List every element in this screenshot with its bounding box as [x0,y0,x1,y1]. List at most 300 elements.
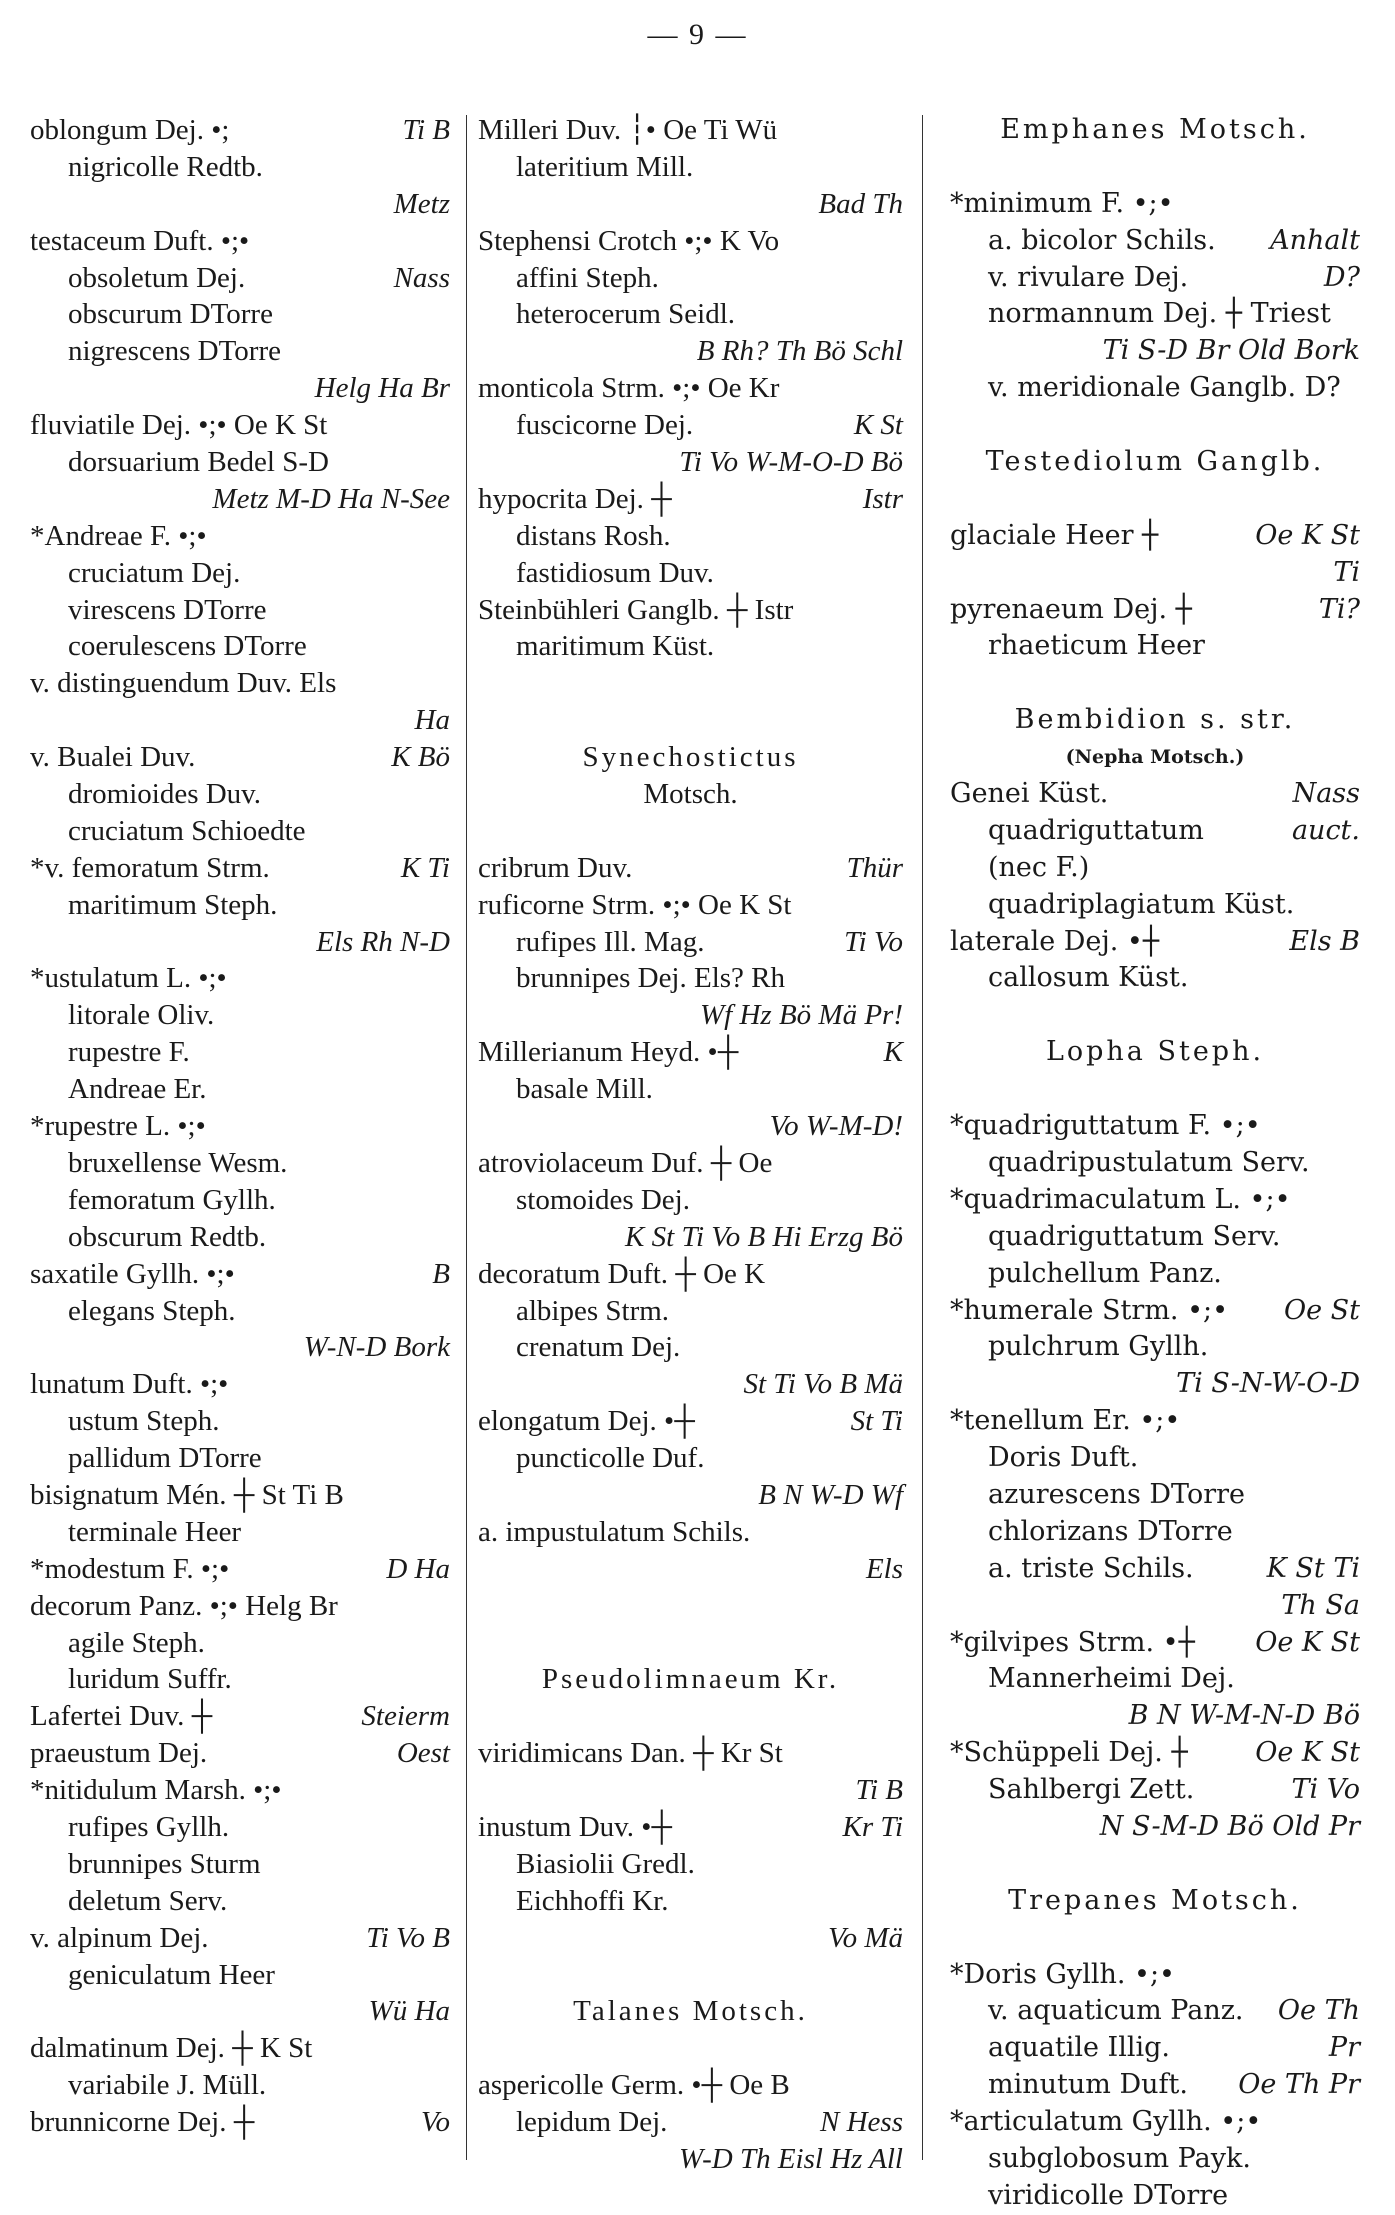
taxon-name: basale Mill. [516,1073,653,1106]
taxon-name: decoratum Duft. ┼ Oe K [478,1257,766,1290]
taxon-name: v. meridionale Ganglb. D? [988,372,1341,404]
genus-heading: Lopha Steph. [1045,1036,1265,1068]
synonym-entry [30,1071,450,1108]
taxon-name: (nec F.) [988,851,1090,883]
taxon-name: laterale Dej. •┼ [950,925,1160,957]
synonym-entry [478,1071,903,1108]
locality: Ti B [402,114,450,146]
locality: Thür [846,851,903,884]
synonym-entry [478,1182,903,1219]
taxon-name: brunnicorne Dej. ┼ [30,2106,255,2139]
synonym-entry [478,2104,903,2141]
species-entry [478,370,903,407]
synonym-entry [30,592,450,629]
taxon-name: monticola Strm. •;• Oe Kr [478,372,780,405]
synonym-entry [30,2067,450,2104]
species-entry [478,1145,903,1182]
synonym-entry [478,260,903,297]
taxon-name: subglobosum Payk. [988,2142,1251,2174]
taxon-name: inustum Duv. •┼ [478,1810,672,1843]
species-entry [478,1735,903,1772]
locality-line: Ti B [855,1774,903,1807]
locality: K St Ti [1266,1552,1360,1584]
synonym-entry [30,260,450,297]
taxon-name: brunnipes Sturm [68,1847,261,1880]
locality: Oe K St [1255,1737,1360,1769]
species-entry [950,1182,1360,1219]
taxon-name: v. aquaticum Panz. [988,1995,1244,2027]
species-entry [950,2104,1360,2141]
species-entry [478,1403,903,1440]
species-entry [478,1034,903,1071]
synonym-entry [950,223,1360,260]
taxon-name: Milleri Duv. ┆• Oe Ti Wü [478,114,778,146]
species-column-2 [478,112,903,2178]
taxon-name: nigricolle Redtb. [68,150,263,183]
taxon-name: lateritium Mill. [516,150,694,183]
synonym-entry [30,149,450,186]
taxon-name: aquatile Illig. [988,2032,1170,2064]
synonym-entry [950,850,1360,887]
species-entry [950,1403,1360,1440]
synonym-entry [30,1514,450,1551]
locality: D Ha [386,1552,450,1585]
synonym-entry [950,1477,1360,1514]
taxon-name: Andreae Er. [68,1073,207,1106]
taxon-name: *quadriguttatum F. •;• [950,1110,1261,1142]
taxon-name: rupestre F. [68,1036,190,1069]
taxon-name: stomoides Dej. [516,1183,690,1216]
taxon-name: azurescens DTorre [988,1478,1245,1510]
taxon-name: glaciale Heer ┼ [950,519,1159,551]
spacer [478,702,903,739]
locality-line: B N W-M-N-D Bö [1128,1700,1360,1732]
taxon-name: terminale Heer [68,1515,242,1548]
synonym-entry [30,1625,450,1662]
taxon-name: obscurum Redtb. [68,1220,267,1253]
synonym-entry [950,1551,1360,1588]
spacer [950,1071,1360,1108]
taxon-name: maritimum Küst. [516,630,715,663]
taxon-name: Steinbühleri Ganglb. ┼ Istr [478,593,794,626]
taxon-name: chlorizans DTorre [988,1515,1233,1547]
locality-line: Metz [393,187,450,220]
taxon-name: *rupestre L. •;• [30,1110,206,1143]
species-entry [478,850,903,887]
synonym-entry [478,1846,903,1883]
taxon-name: viridimicans Dan. ┼ Kr St [478,1737,783,1770]
locality: Kr Ti [842,1810,903,1843]
taxon-name: Lafertei Duv. ┼ [30,1700,213,1733]
synonym-entry [950,813,1360,850]
species-entry [30,1920,450,1957]
taxon-name: testaceum Duft. •;• [30,224,250,257]
synonym-entry [30,1403,450,1440]
synonym-entry [950,960,1360,997]
species-column-3 [950,112,1360,2215]
synonym-entry [950,260,1360,297]
synonym-entry [950,370,1360,407]
synonym-entry [478,407,903,444]
locality-line: Els [865,1552,903,1585]
locality-line: K St Ti Vo B Hi Erzg Bö [625,1220,903,1253]
locality-line: Bad Th [818,187,903,220]
synonym-entry [30,1145,450,1182]
locality: N Hess [820,2106,903,2139]
taxon-name: variabile J. Müll. [68,2069,267,2102]
species-entry [30,1256,450,1293]
synonym-entry [950,2030,1360,2067]
taxon-name: v. Bualei Duv. [30,741,196,774]
taxon-name: crenatum Dej. [516,1331,681,1364]
synonym-entry [30,887,450,924]
synonym-entry [30,776,450,813]
spacer [478,1588,903,1625]
taxon-name: praeustum Dej. [30,1737,208,1770]
taxon-name: fuscicorne Dej. [516,409,694,442]
species-entry [950,186,1360,223]
taxon-name: Doris Duft. [988,1442,1139,1474]
taxon-name: Millerianum Heyd. •┼ [478,1036,739,1069]
taxon-name: *quadrimaculatum L. •;• [950,1183,1291,1215]
locality-line: Vo Mä [828,1921,903,1954]
column-divider [466,115,467,2160]
taxon-name: puncticolle Duf. [516,1442,705,1475]
locality-line: W-D Th Eisl Hz All [679,2142,903,2175]
synonym-entry [478,149,903,186]
taxon-name: decorum Panz. •;• Helg Br [30,1589,338,1622]
taxon-name: oblongum Dej. •; [30,114,230,146]
taxon-name: femoratum Gyllh. [68,1183,276,1216]
locality-line: Th Sa [1281,1589,1360,1621]
taxon-name: *minimum F. •;• [950,187,1174,219]
locality: Ti Vo B [366,1921,450,1954]
locality-line: Ti Vo W-M-O-D Bö [679,446,903,479]
locality-line: Els Rh N-D [316,925,450,958]
taxon-name: atroviolaceum Duf. ┼ Oe [478,1146,773,1179]
taxon-name: coerulescens DTorre [68,630,307,663]
column-divider [922,115,923,2160]
taxon-name: dalmatinum Dej. ┼ K St [30,2032,313,2065]
taxon-name: *articulatum Gyllh. •;• [950,2106,1262,2138]
species-entry [950,592,1360,629]
taxon-name: Genei Küst. [950,778,1109,810]
locality: K St [853,409,903,442]
locality: K Ti [400,851,450,884]
taxon-name: luridum Suffr. [68,1663,232,1696]
species-entry [30,223,450,260]
taxon-name: dromioides Duv. [68,778,262,811]
locality: St Ti [850,1405,903,1438]
synonym-entry [950,2141,1360,2178]
genus-heading: Talanes Motsch. [573,1995,808,2028]
genus-heading: Emphanes Motsch. [1000,114,1310,145]
locality: Steierm [361,1700,450,1733]
locality-line: Ti S-N-W-O-D [1176,1368,1360,1400]
species-entry [478,112,903,149]
species-entry [30,1108,450,1145]
species-entry [950,1735,1360,1772]
locality-line: B N W-D Wf [758,1478,903,1511]
locality-line: Helg Ha Br [314,372,450,405]
taxon-name: brunnipes Dej. Els? Rh [516,962,786,995]
taxon-name: elegans Steph. [68,1294,236,1327]
taxon-name: v. alpinum Dej. [30,1921,209,1954]
taxon-name: quadripustulatum Serv. [988,1146,1310,1178]
locality: Oest [396,1737,450,1770]
taxon-name: pulchrum Gyllh. [988,1331,1209,1363]
locality-line: B Rh? Th Bö Schl [696,335,903,368]
species-entry [478,887,903,924]
taxon-name: maritimum Steph. [68,888,278,921]
taxon-name: *gilvipes Strm. •┼ [950,1626,1195,1658]
species-entry [30,1698,450,1735]
taxon-name: fastidiosum Duv. [516,556,714,589]
spacer [950,149,1360,186]
synonym-entry [478,924,903,961]
locality: Ti Vo [844,925,903,958]
species-entry [950,1108,1360,1145]
taxon-name: litorale Oliv. [68,999,215,1032]
taxon-name: bruxellense Wesm. [68,1146,288,1179]
taxon-name: quadriplagiatum Küst. [988,888,1295,920]
spacer [478,2030,903,2067]
taxon-name: saxatile Gyllh. •;• [30,1257,235,1290]
synonym-entry [30,444,450,481]
species-column-1 [30,112,450,2141]
taxon-name: cribrum Duv. [478,851,633,884]
spacer [950,1846,1360,1883]
taxon-name: rufipes Ill. Mag. [516,925,705,958]
locality: D? [1323,261,1360,293]
locality: Oe St [1283,1294,1360,1326]
taxon-name: a. triste Schils. [988,1552,1194,1584]
locality: Oe K St [1255,1626,1360,1658]
locality-line: Ha [414,704,450,737]
spacer [478,665,903,702]
synonym-entry [950,1993,1360,2030]
synonym-entry [478,628,903,665]
taxon-name: callosum Küst. [988,962,1189,994]
spacer [950,407,1360,444]
synonym-entry [30,1034,450,1071]
synonym-entry [30,1440,450,1477]
species-entry [30,665,450,702]
synonym-entry [950,1440,1360,1477]
species-entry [478,1809,903,1846]
genus-heading: Trepanes Motsch. [1008,1884,1302,1916]
taxon-name: *ustulatum L. •;• [30,962,227,995]
taxon-name: a. impustulatum Schils. [478,1515,751,1548]
spacer [950,665,1360,702]
taxon-name: obscurum DTorre [68,298,273,331]
synonym-entry [30,1661,450,1698]
locality: Oe K St [1255,519,1360,551]
taxon-name: *nitidulum Marsh. •;• [30,1774,282,1807]
species-entry [30,407,450,444]
taxon-name: cruciatum Schioedte [68,814,306,847]
locality: Nass [1292,778,1360,810]
spacer [478,1698,903,1735]
genus-author: Motsch. [643,778,738,811]
species-entry [478,2067,903,2104]
species-entry [30,112,450,149]
taxon-name: *v. femoratum Strm. [30,851,270,884]
taxon-name: *tenellum Er. •;• [950,1405,1181,1437]
synonym-entry [950,1219,1360,1256]
taxon-name: viridicolle DTorre [988,2179,1229,2211]
taxon-name: aspericolle Germ. •┼ Oe B [478,2069,790,2102]
locality-line: Ti [1333,556,1360,588]
locality: Els B [1289,925,1360,957]
species-entry [30,518,450,555]
taxon-name: fluviatile Dej. •;• Oe K St [30,409,328,442]
species-entry [30,1366,450,1403]
synonym-entry [950,1772,1360,1809]
locality: Oe Th Pr [1238,2069,1360,2101]
synonym-entry [30,555,450,592]
species-entry [30,850,450,887]
locality: Ti? [1318,593,1360,625]
species-entry [950,1293,1360,1330]
taxon-name: normannum Dej. ┼ Triest [988,298,1331,330]
taxon-name: v. rivulare Dej. [988,261,1189,293]
taxon-name: *Andreae F. •;• [30,519,207,552]
synonym-entry [478,555,903,592]
synonym-entry [478,960,903,997]
locality: Istr [862,482,903,515]
species-entry [950,776,1360,813]
spacer [950,1920,1360,1957]
synonym-entry [478,1883,903,1920]
synonym-entry [950,1256,1360,1293]
species-entry [30,1588,450,1625]
genus-heading: Testediolum Ganglb. [985,446,1325,478]
taxon-name: dorsuarium Bedel S-D [68,446,329,479]
taxon-name: pyrenaeum Dej. ┼ [950,593,1192,625]
taxon-name: cruciatum Dej. [68,556,241,589]
locality: Anhalt [1270,224,1360,256]
taxon-name: virescens DTorre [68,593,267,626]
genus-heading: Bembidion s. str. [1014,704,1296,736]
locality: K [883,1036,903,1069]
taxon-name: Biasiolii Gredl. [516,1847,695,1880]
locality: Oe Th [1277,1995,1360,2027]
locality: Nass [393,261,450,294]
taxon-name: rufipes Gyllh. [68,1810,230,1843]
taxon-name: *Schüppeli Dej. ┼ [950,1737,1188,1769]
synonym-entry [950,2067,1360,2104]
spacer [950,481,1360,518]
taxon-name: rhaeticum Heer [988,630,1205,662]
species-entry [30,1551,450,1588]
taxon-name: lunatum Duft. •;• [30,1368,229,1401]
synonym-entry [30,997,450,1034]
species-entry [30,1477,450,1514]
locality-line: Ti S-D Br Old Bork [1102,335,1360,367]
taxon-name: *modestum F. •;• [30,1552,230,1585]
synonym-entry [30,1219,450,1256]
taxon-name: Eichhoffi Kr. [516,1884,669,1917]
taxon-name: Stephensi Crotch •;• K Vo [478,224,780,257]
locality-line: W-N-D Bork [303,1331,450,1364]
locality-line: Metz M-D Ha N-See [212,482,450,515]
synonym-entry [950,1145,1360,1182]
synonym-entry [30,1883,450,1920]
synonym-entry [30,1293,450,1330]
synonym-entry [950,296,1360,333]
synonym-entry [30,1182,450,1219]
synonym-entry [30,1957,450,1994]
taxon-name: nigrescens DTorre [68,335,281,368]
synonym-entry [950,1661,1360,1698]
taxon-name: ustum Steph. [68,1405,220,1438]
taxon-name: affini Steph. [516,261,659,294]
taxon-name: *Doris Gyllh. •;• [950,1958,1175,1990]
locality: Ti Vo [1291,1774,1360,1806]
synonym-entry [950,887,1360,924]
taxon-name: v. distinguendum Duv. Els [30,667,337,700]
genus-heading: Synechostictus [582,741,799,774]
taxon-name: a. bicolor Schils. [988,224,1216,256]
taxon-name: obsoletum Dej. [68,261,246,294]
species-entry [30,2030,450,2067]
synonym-entry [950,1329,1360,1366]
subgenus-note: (Nepha Motsch.) [1065,746,1245,769]
spacer [478,813,903,850]
taxon-name: *humerale Strm. •;• [950,1294,1229,1326]
spacer [478,1625,903,1662]
taxon-name: quadriguttatum [988,814,1204,846]
taxon-name: albipes Strm. [516,1294,670,1327]
species-entry [30,1735,450,1772]
taxon-name: quadriguttatum Serv. [988,1220,1281,1252]
taxon-name: distans Rosh. [516,519,671,552]
locality: auct. [1291,814,1360,846]
taxon-name: pulchellum Panz. [988,1257,1222,1289]
synonym-entry [30,333,450,370]
locality-line: St Ti Vo B Mä [743,1368,903,1401]
synonym-entry [30,1809,450,1846]
genus-heading: Pseudolimnaeum Kr. [541,1663,840,1696]
taxon-name: Mannerheimi Dej. [988,1663,1235,1695]
taxon-name: pallidum DTorre [68,1442,262,1475]
synonym-entry [478,1293,903,1330]
synonym-entry [30,628,450,665]
species-entry [478,481,903,518]
locality: B [432,1257,450,1290]
taxon-name: lepidum Dej. [516,2106,668,2139]
locality-line: Wf Hz Bö Mä Pr! [700,999,903,1032]
taxon-name: Sahlbergi Zett. [988,1774,1195,1806]
species-entry [950,1957,1360,1994]
taxon-name: hypocrita Dej. ┼ [478,482,672,515]
synonym-entry [950,2178,1360,2215]
species-entry [950,924,1360,961]
synonym-entry [30,813,450,850]
taxon-name: agile Steph. [68,1626,205,1659]
species-entry [30,1772,450,1809]
synonym-entry [478,296,903,333]
taxon-name: elongatum Dej. •┼ [478,1405,695,1438]
spacer [950,997,1360,1034]
species-entry [478,1514,903,1551]
species-entry [478,592,903,629]
locality: Vo [421,2106,450,2139]
locality-line: Vo W-M-D! [769,1110,903,1143]
taxon-name: heterocerum Seidl. [516,298,736,331]
synonym-entry [950,628,1360,665]
